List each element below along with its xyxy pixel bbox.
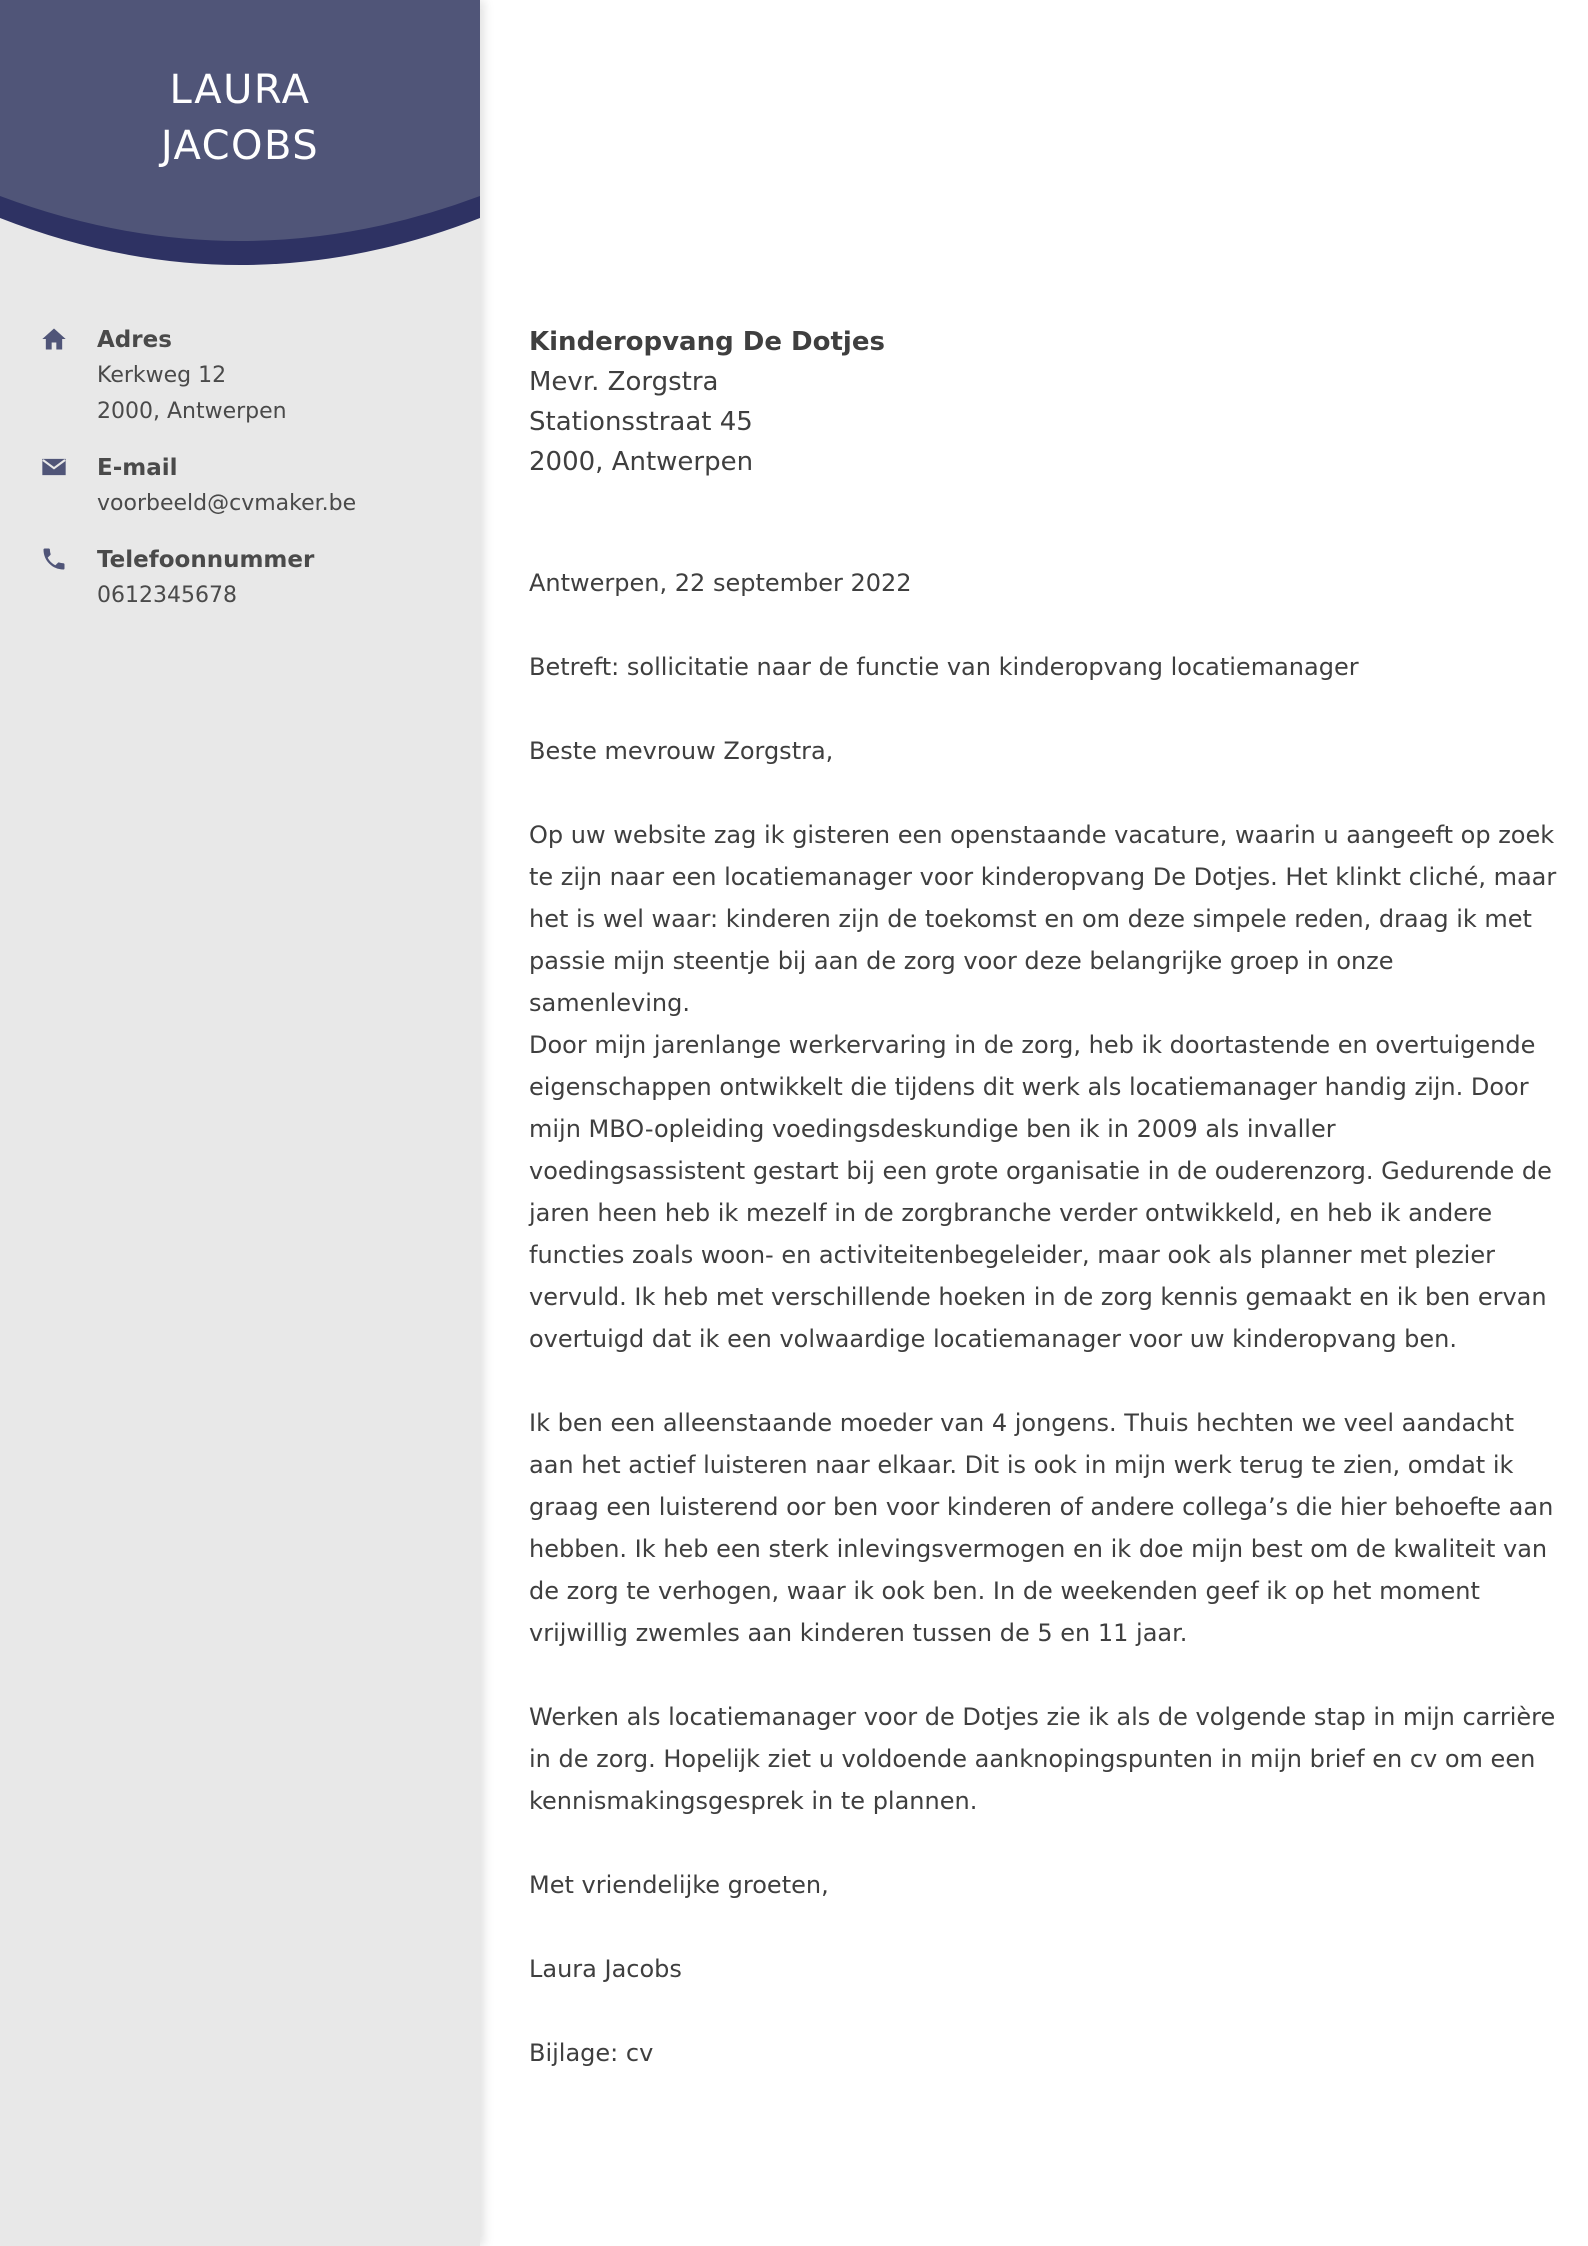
mail-icon [40, 453, 68, 481]
letter-paragraph-1: Op uw website zag ik gisteren een openstaande vacature, waarin u aangeeft op zoek te zijn naar een locatiemanager voor kinderopvang De Dotjes. Het klinkt cliché, maar het is wel waar: kinderen zijn de toekomst en om deze simpele reden, draag ik met passie mijn steentje bij aan de zorg voor deze belangrijke groep in onze samenleving. [529, 821, 1557, 1017]
letter-paragraph-4: Werken als locatiemanager voor de Dotjes zie ik als de volgende stap in mijn carrière in de zorg. Hopelijk ziet u voldoende aanknopingspunten in mijn brief en cv om een kennismakingsgesprek in te plannen. [529, 1703, 1556, 1815]
letter-paragraph-3: Ik ben een alleenstaande moeder van 4 jongens. Thuis hechten we veel aandacht aan het actief luisteren naar elkaar. Dit is ook in mijn werk terug te zien, omdat ik graag een luisterend oor ben voor kinderen of andere collega’s die hier behoefte aan hebben. Ik heb een sterk inlevingsvermogen en ik doe mijn best om de kwaliteit van de zorg te verhogen, waar ik ook ben. In de weekenden geef ik op het moment vrijwillig zwemles aan kinderen tussen de 5 en 11 jaar. [529, 1409, 1554, 1647]
recipient-company: Kinderopvang De Dotjes [529, 327, 885, 357]
recipient-block [529, 322, 1559, 482]
phone-label: Telefoonnummer [97, 547, 315, 573]
applicant-name [0, 62, 480, 174]
letter-body [529, 322, 1559, 2074]
contact-address [40, 322, 460, 430]
email-label: E-mail [97, 455, 178, 481]
letter-attachment: Bijlage: cv [529, 2039, 654, 2067]
sidebar [0, 0, 480, 2246]
recipient-city: 2000, Antwerpen [529, 447, 754, 477]
letter-date: Antwerpen, 22 september 2022 [529, 569, 912, 597]
recipient-contact: Mevr. Zorgstra [529, 367, 719, 397]
recipient-street: Stationsstraat 45 [529, 407, 753, 437]
email-value: voorbeeld@cvmaker.be [97, 491, 357, 516]
phone-icon [40, 545, 68, 573]
name-first: LAURA [169, 67, 311, 113]
contact-phone [40, 542, 460, 614]
letter-signature: Laura Jacobs [529, 1955, 682, 1983]
letter-subject: Betreft: sollicitatie naar de functie van kinderopvang locatiemanager [529, 653, 1359, 681]
name-header [0, 0, 480, 275]
letter-closing: Met vriendelijke groeten, [529, 1871, 829, 1899]
letter-salutation: Beste mevrouw Zorgstra, [529, 737, 834, 765]
home-icon [40, 325, 68, 353]
contact-email [40, 450, 460, 522]
address-city: 2000, Antwerpen [97, 399, 287, 424]
name-last: JACOBS [160, 123, 320, 169]
address-street: Kerkweg 12 [97, 363, 227, 388]
contact-info [40, 322, 460, 634]
letter-paragraph-2: Door mijn jarenlange werkervaring in de zorg, heb ik doortastende en overtuigende eigenschappen ontwikkelt die tijdens dit werk als locatiemanager handig zijn. Door mijn MBO-opleiding voedingsdeskundige ben ik in 2009 als invaller voedingsassistent gestart bij een grote organisatie in de ouderenzorg. Gedurende de jaren heen heb ik mezelf in de zorgbranche verder ontwikkeld, en heb ik andere functies zoals woon- en activiteitenbegeleider, maar ook als planner met plezier vervuld. Ik heb met verschillende hoeken in de zorg kennis gemaakt en ik ben ervan overtuigd dat ik een volwaardige locatiemanager voor uw kinderopvang ben. [529, 1031, 1552, 1353]
address-label: Adres [97, 327, 172, 353]
phone-value: 0612345678 [97, 583, 237, 608]
